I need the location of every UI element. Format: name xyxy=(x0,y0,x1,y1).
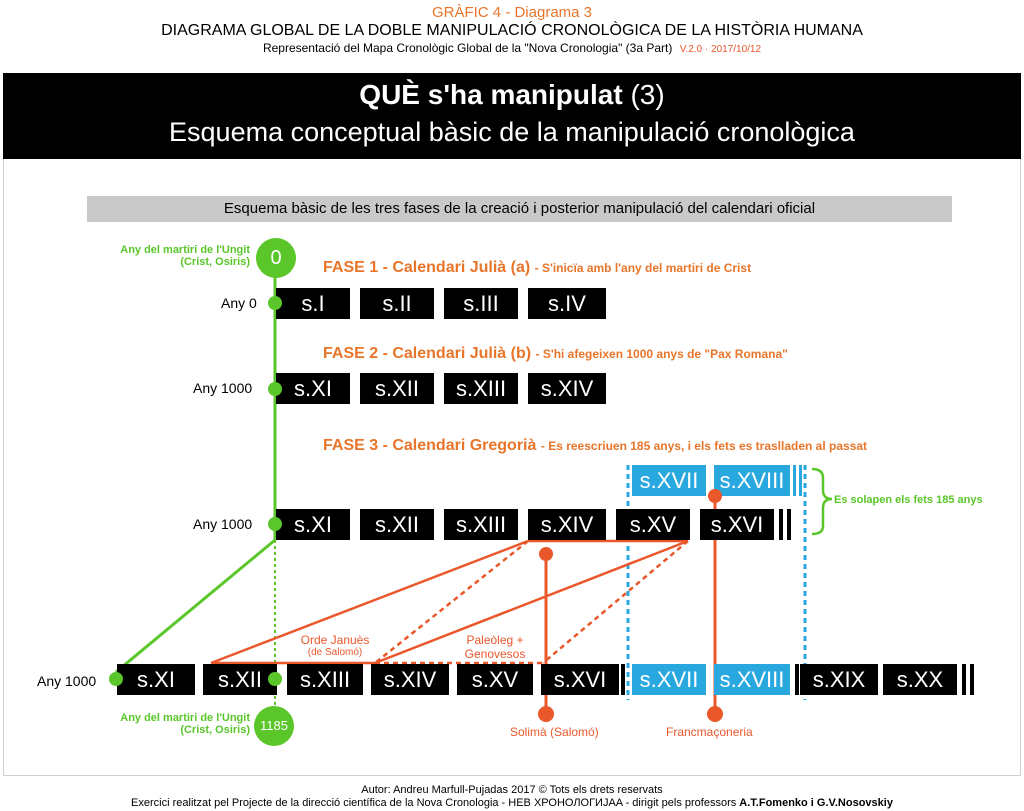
century-box: s.XI xyxy=(276,373,350,404)
orde-janues-line2: (de Salomó) xyxy=(307,647,363,658)
end-bar xyxy=(787,509,791,540)
banner-title-num: (3) xyxy=(630,79,665,110)
century-box: s.I xyxy=(276,288,350,319)
start-bar xyxy=(621,664,625,695)
century-box: s.XII xyxy=(360,509,434,540)
century-box: s.XIII xyxy=(287,664,363,695)
year-1185-circle: 1185 xyxy=(254,706,294,746)
green-dot xyxy=(109,672,123,686)
any-1000-label-row2: Any 1000 xyxy=(193,380,253,396)
overlap-note: Es solapen els fets 185 anys xyxy=(834,494,983,506)
orde-janues-line1: Orde Januès xyxy=(300,633,370,647)
paleoleg-line1: Paleòleg + xyxy=(466,633,524,647)
martyr-label-bottom xyxy=(90,712,250,736)
footer-professors: A.T.Fomenko i G.V.Nosovskiy xyxy=(739,797,893,809)
red-dot xyxy=(707,706,723,722)
section-title: Esquema bàsic de les tres fases de la creació i posterior manipulació del calendari oficial xyxy=(223,200,816,217)
century-box: s.XII xyxy=(203,664,277,695)
footer-project-line xyxy=(0,797,1024,809)
end-bar xyxy=(970,664,974,695)
solima-label: Solimà (Salomó) xyxy=(510,725,599,739)
century-box: s.XIV xyxy=(528,509,606,540)
century-box-blue: s.XVII xyxy=(632,465,706,496)
century-box: s.III xyxy=(444,288,518,319)
main-title: DIAGRAMA GLOBAL DE LA DOBLE MANIPULACIÓ CRONOLÒGICA DE LA HISTÒRIA HUMANA xyxy=(161,22,863,39)
century-box: s.XIV xyxy=(371,664,449,695)
end-bar xyxy=(779,509,783,540)
paleoleg-label xyxy=(445,633,545,661)
red-dot xyxy=(539,547,553,561)
red-dot xyxy=(708,489,722,503)
phase-1 xyxy=(323,259,751,277)
end-bar xyxy=(962,664,966,695)
subtitle: Representació del Mapa Cronològic Global de la "Nova Cronologia" (3a Part) xyxy=(262,41,673,55)
century-box-blue: s.XVII xyxy=(632,664,706,695)
paleoleg-line2: Genovesos xyxy=(464,647,526,661)
martyr-label-bottom-1: Any del martiri de l'Ungit xyxy=(120,712,250,724)
century-box: s.XIII xyxy=(444,373,518,404)
green-dot xyxy=(268,296,282,310)
any-0-label: Any 0 xyxy=(221,295,257,311)
green-dot xyxy=(268,672,282,686)
martyr-label-top-1: Any del martiri de l'Ungit xyxy=(120,244,250,256)
martyr-label-top xyxy=(90,244,250,268)
century-box: s.IV xyxy=(528,288,606,319)
green-dot xyxy=(268,382,282,396)
blue-end-bar xyxy=(793,465,796,496)
century-box: s.XII xyxy=(360,373,434,404)
graphic-label: GRÀFIC 4 - Diagrama 3 xyxy=(431,4,593,21)
francmaconeria-label: Francmaçoneria xyxy=(666,725,753,739)
phase-3-title: FASE 3 - Calendari Gregorià xyxy=(323,437,537,454)
century-box-blue: s.XVIII xyxy=(714,664,790,695)
century-box-blue: s.XVIII xyxy=(714,465,790,496)
phase-1-title: FASE 1 - Calendari Julià (a) xyxy=(323,259,531,276)
phase-1-desc: - S'inicïa amb l'any del martiri de Crist xyxy=(534,261,752,275)
century-box: s.XVI xyxy=(541,664,619,695)
phase-2-desc: - S'hi afegeixen 1000 anys de "Pax Romana" xyxy=(535,347,788,361)
century-box: s.XI xyxy=(117,664,195,695)
phase-2 xyxy=(323,345,788,363)
century-box: s.XV xyxy=(616,509,690,540)
martyr-label-bottom-2: (Crist, Osiris) xyxy=(180,724,250,736)
footer-author: Autor: Andreu Marfull-Pujadas 2017 © Tots els drets reservats xyxy=(361,784,663,796)
century-box: s.XIX xyxy=(800,664,878,695)
phase-3-desc: - Es reescriuen 185 anys, i els fets es traslladen al passat xyxy=(540,439,868,453)
phase-2-title: FASE 2 - Calendari Julià (b) xyxy=(323,345,532,362)
orde-janues-label xyxy=(285,633,385,658)
version: V.2.0 · 2017/10/12 xyxy=(679,44,762,55)
century-box: s.XI xyxy=(276,509,350,540)
banner-title-bold: QUÈ s'ha manipulat xyxy=(359,79,623,110)
phase-3 xyxy=(323,437,867,455)
martyr-label-top-2: (Crist, Osiris) xyxy=(180,256,250,268)
century-box: s.XIV xyxy=(528,373,606,404)
blue-end-bar xyxy=(799,465,802,496)
century-box: s.II xyxy=(360,288,434,319)
year-zero-circle: 0 xyxy=(256,238,296,278)
century-box: s.XVI xyxy=(700,509,774,540)
footer-project: Exercici realitzat pel Projecte de la direcció científica de la Nova Cronologia - НЕВ ХРОНОЛОГИЈАA - dirigit pels professors xyxy=(131,797,737,809)
any-1000-label-row4: Any 1000 xyxy=(37,673,97,689)
century-box: s.XIII xyxy=(444,509,518,540)
red-dot xyxy=(538,706,554,722)
green-dot xyxy=(268,517,282,531)
banner-subtitle: Esquema conceptual bàsic de la manipulació cronològica xyxy=(169,117,855,147)
mid-bar xyxy=(795,664,799,695)
any-1000-label-row3: Any 1000 xyxy=(193,516,253,532)
century-box: s.XV xyxy=(457,664,533,695)
century-box: s.XX xyxy=(883,664,957,695)
